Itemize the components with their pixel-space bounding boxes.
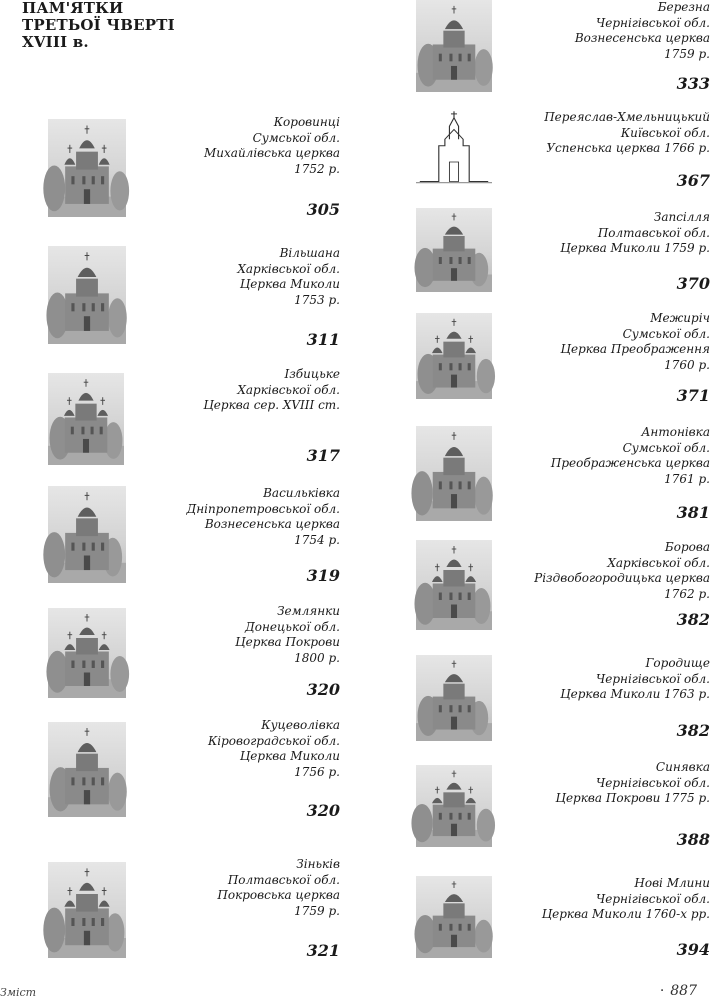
caption-line: Чернігівської обл. (596, 775, 710, 790)
location-name: Коровинці (273, 115, 340, 129)
church-photo-image (416, 313, 492, 399)
church-photo-image (416, 0, 492, 92)
caption-line: Михайлівська церква (204, 146, 340, 160)
entry-caption (140, 246, 340, 308)
caption-line: Чернігівської обл. (596, 15, 710, 30)
caption-line: 1753 р. (294, 292, 340, 307)
caption-line: 1759 р. (664, 46, 710, 61)
caption-line: Кіровоградської обл. (207, 733, 340, 748)
caption-line: Чернігівської обл. (596, 671, 710, 686)
church-drawing-image (416, 110, 492, 188)
caption-line: Вознесенська церква (204, 517, 340, 531)
location-name: Куцеволівка (261, 718, 340, 732)
page-reference-number[interactable]: 320 (306, 680, 340, 699)
church-photo-image (416, 208, 492, 292)
caption-line: Сумської обл. (622, 326, 710, 341)
caption-line: Різдвобогородицька церква (534, 571, 710, 585)
caption-line: Полтавської обл. (597, 225, 710, 240)
location-name: Вільшана (279, 246, 340, 260)
entry-caption (140, 604, 340, 666)
location-name: Васильківка (263, 486, 340, 500)
location-name: Нові Млини (634, 876, 710, 890)
heading-line: XVIII в. (22, 33, 89, 51)
caption-line: Церква сер. XVIII ст. (203, 398, 340, 412)
caption-line: Харківської обл. (607, 555, 710, 570)
caption-line: Церква Миколи 1760-х рр. (541, 907, 710, 921)
page-reference-number[interactable]: 388 (676, 830, 710, 849)
location-name: Березна (657, 0, 710, 14)
location-name: Городище (645, 656, 710, 670)
heading-line: ПАМ'ЯТКИ (22, 0, 124, 17)
caption-line: Донецької обл. (245, 619, 340, 634)
contents-link[interactable]: Зміст (0, 986, 37, 999)
caption-line: Церква Преображення (560, 342, 710, 356)
page-reference-number[interactable]: 305 (306, 200, 340, 219)
caption-line: 1752 р. (294, 161, 340, 176)
location-name: Борова (664, 540, 710, 554)
caption-line: 1800 р. (294, 650, 340, 665)
entry-caption (500, 210, 710, 257)
church-photo-image (416, 426, 492, 521)
church-photo-image (48, 862, 126, 958)
caption-line: Сумської обл. (622, 440, 710, 455)
page-reference-number[interactable]: 382 (676, 721, 710, 740)
entry-caption (140, 367, 340, 414)
location-name: Зіньків (296, 857, 340, 871)
entry-caption (140, 718, 340, 780)
page-reference-number[interactable]: 320 (306, 801, 340, 820)
location-name: Антонівка (641, 425, 710, 439)
church-photo-image (48, 373, 124, 465)
caption-line: 1759 р. (294, 903, 340, 918)
entry-caption (500, 656, 710, 703)
page-reference-number[interactable]: 311 (306, 330, 340, 349)
entry-caption (140, 115, 340, 177)
page-reference-number[interactable]: 321 (306, 941, 340, 960)
caption-line: Харківської обл. (237, 261, 340, 276)
location-name: Землянки (277, 604, 340, 618)
entry-caption (500, 0, 710, 62)
entry-caption (500, 425, 710, 487)
church-photo-image (48, 722, 126, 817)
caption-line: 1756 р. (294, 764, 340, 779)
entry-caption (500, 311, 710, 373)
page-reference-number[interactable]: 367 (676, 171, 710, 190)
caption-line: Церква Миколи (239, 749, 340, 763)
page-reference-number[interactable]: 394 (676, 940, 710, 959)
caption-line: Церква Покрови (235, 635, 340, 649)
caption-line: Церква Миколи 1763 р. (560, 687, 710, 701)
caption-line: 1762 р. (664, 586, 710, 601)
caption-line: Вознесенська церква (574, 31, 710, 45)
church-photo-image (48, 486, 126, 583)
caption-line: Київської обл. (620, 125, 710, 140)
page-number: · 887 (659, 983, 697, 999)
caption-line: Церква Миколи (239, 277, 340, 291)
entry-caption (500, 876, 710, 923)
caption-line: Харківської обл. (237, 382, 340, 397)
caption-line: Полтавської обл. (227, 872, 340, 887)
entry-caption (500, 110, 710, 157)
entry-caption (500, 540, 710, 602)
caption-line: Дніпропетровської обл. (186, 501, 340, 516)
location-name: Синявка (655, 760, 710, 774)
caption-line: Чернігівської обл. (596, 891, 710, 906)
caption-line: 1754 р. (294, 532, 340, 547)
caption-line: Сумської обл. (252, 130, 340, 145)
church-photo-image (48, 608, 126, 698)
entry-caption (500, 760, 710, 807)
page-reference-number[interactable]: 382 (676, 610, 710, 629)
church-photo-image (416, 540, 492, 630)
church-photo-image (416, 655, 492, 741)
page-reference-number[interactable]: 317 (306, 446, 340, 465)
location-name: Межиріч (650, 311, 710, 325)
caption-line: Успенська церква 1766 р. (546, 141, 710, 155)
page-number-value: 887 (670, 983, 697, 999)
page-reference-number[interactable]: 381 (676, 503, 710, 522)
entry-caption (140, 857, 340, 919)
church-photo-image (48, 246, 126, 344)
page-reference-number[interactable]: 370 (676, 274, 710, 293)
church-photo-image (416, 765, 492, 847)
church-photo-image (48, 119, 126, 217)
caption-line: Церква Миколи 1759 р. (560, 241, 710, 255)
heading-line: ТРЕТЬОЇ ЧВЕРТІ (22, 16, 175, 34)
church-photo-image (416, 876, 492, 958)
page-reference-number[interactable]: 371 (676, 386, 710, 405)
page-heading (22, 0, 175, 51)
location-name: Запсілля (653, 210, 710, 224)
entry-caption (140, 486, 340, 548)
location-name: Ізбицьке (284, 367, 340, 381)
location-name: Переяслав-Хмельницький (544, 110, 710, 124)
caption-line: Покровська церква (217, 888, 340, 902)
caption-line: Церква Покрови 1775 р. (555, 791, 710, 805)
caption-line: 1760 р. (664, 357, 710, 372)
page-reference-number[interactable]: 333 (676, 74, 710, 93)
caption-line: 1761 р. (664, 471, 710, 486)
page-reference-number[interactable]: 319 (306, 566, 340, 585)
caption-line: Преображенська церква (550, 456, 710, 470)
